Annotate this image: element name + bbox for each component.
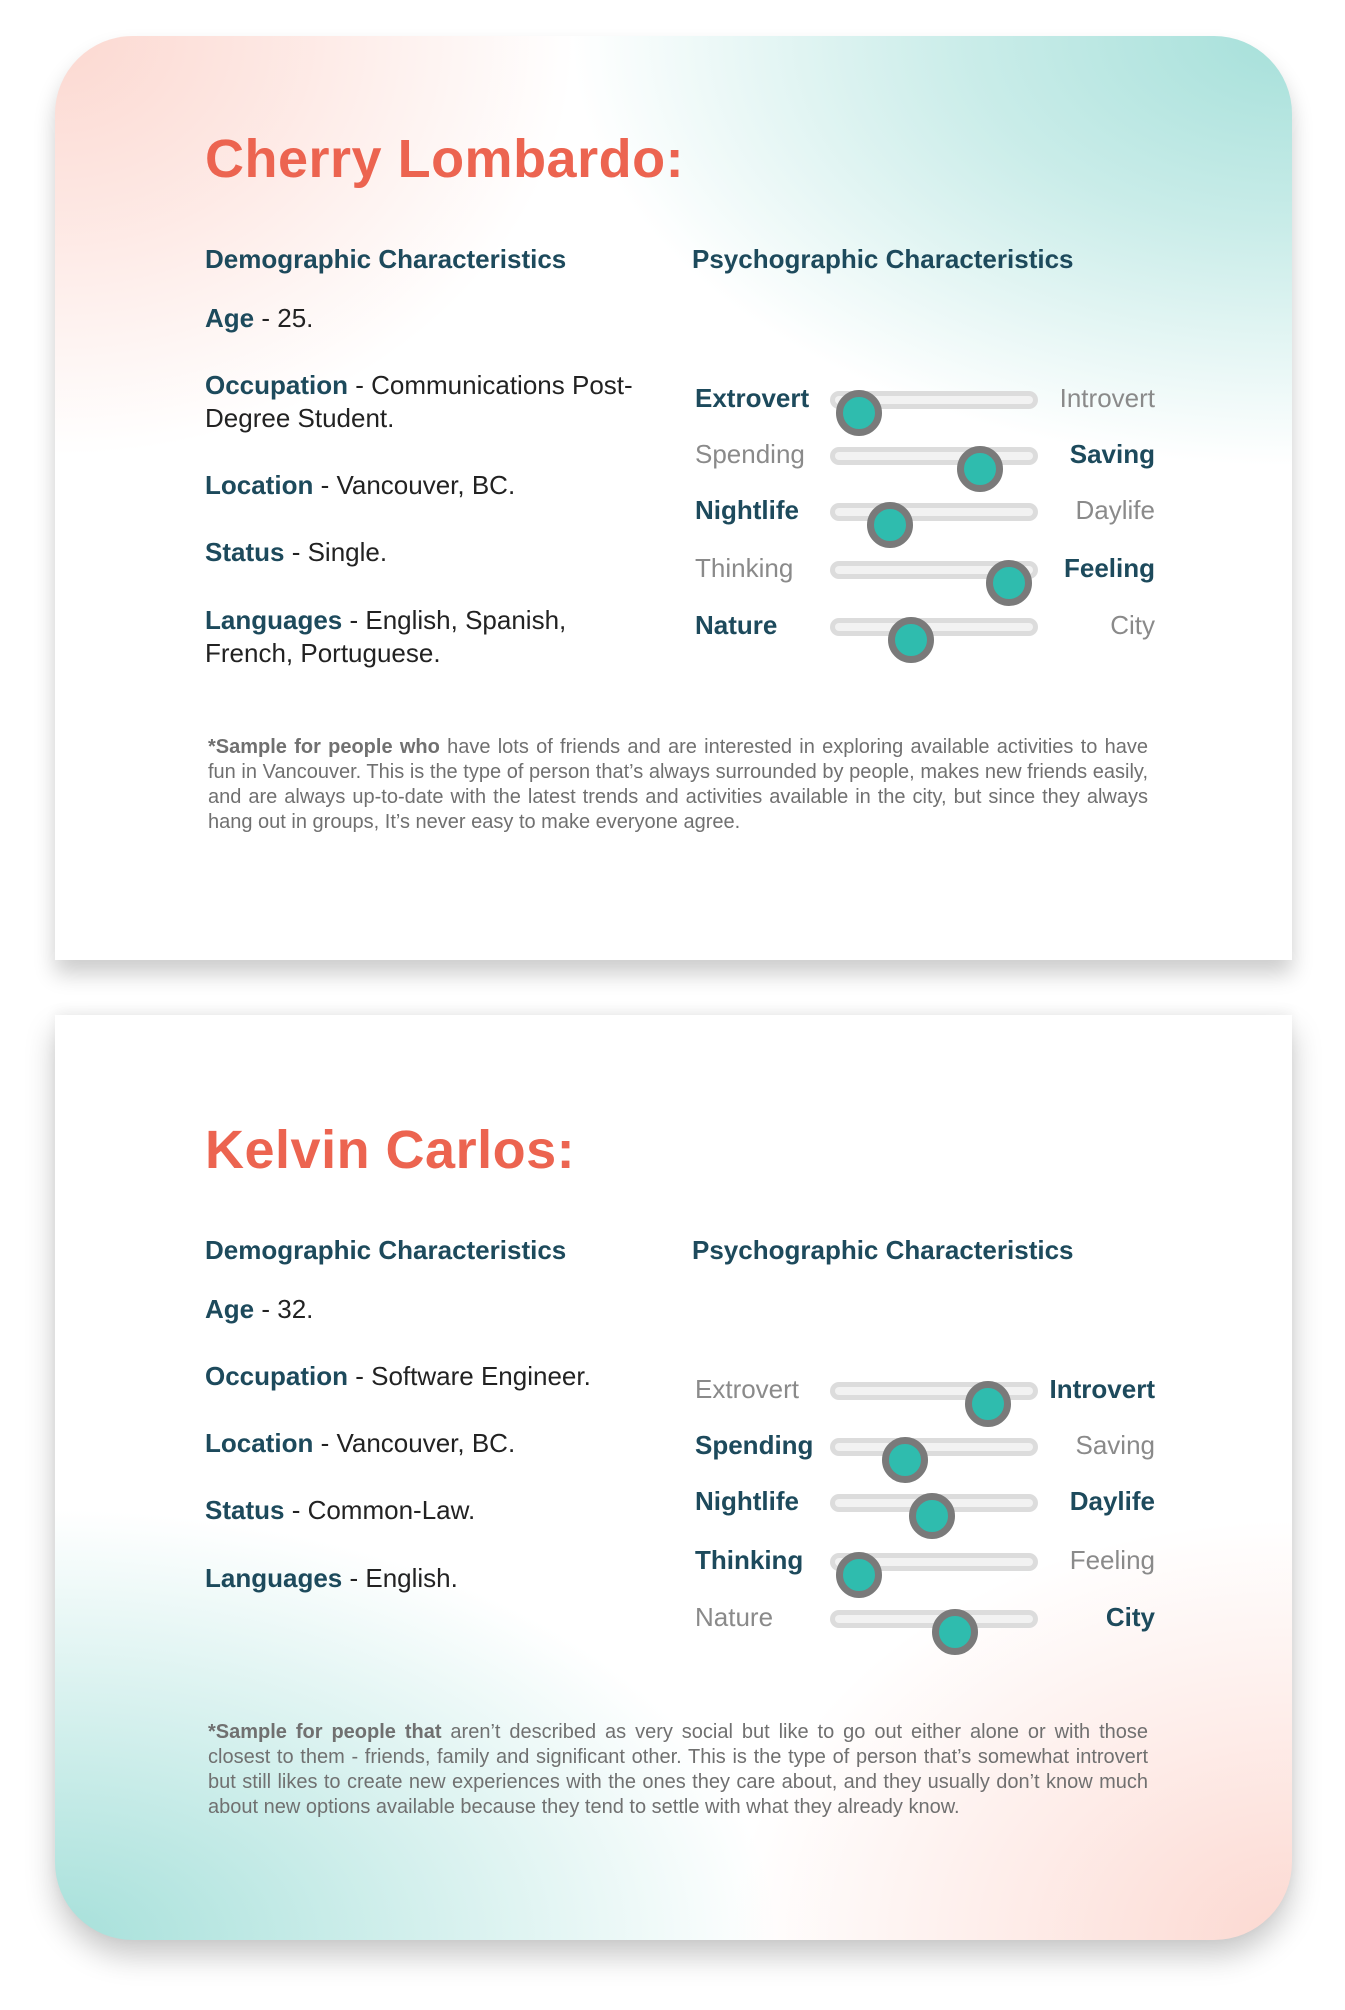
slider-nightlife-daylife: [695, 490, 1155, 530]
slider-right-label: Feeling: [1063, 553, 1155, 583]
slider-knob: [957, 446, 1003, 492]
slider-track: [830, 1438, 1038, 1456]
demographic-age: Age - 25.: [205, 303, 314, 333]
slider-left-label: Nature: [695, 1602, 774, 1632]
slider-knob: [909, 1493, 955, 1539]
slider-spending-saving: [695, 1425, 1155, 1465]
slider-track: [830, 1382, 1038, 1400]
slider-extrovert-introvert: [695, 378, 1155, 418]
slider-knob: [836, 390, 882, 436]
demographic-heading: Demographic Characteristics: [205, 1235, 567, 1265]
demographic-heading: Demographic Characteristics: [205, 244, 567, 274]
demographic-location: Location - Vancouver, BC.: [205, 1428, 516, 1458]
slider-track: [830, 1494, 1038, 1512]
slider-nature-city: [695, 605, 1155, 645]
slider-right-label: City: [1110, 610, 1155, 640]
psychographic-heading: Psychographic Characteristics: [692, 244, 1074, 274]
slider-right-label: City: [1105, 1602, 1155, 1632]
slider-left-label: Thinking: [695, 553, 794, 583]
demographic-age: Age - 32.: [205, 1294, 314, 1324]
slider-knob: [836, 1552, 882, 1598]
demographic-occupation: Occupation - Communications Post-Degree Student.: [205, 370, 633, 433]
persona-note: *Sample for people that aren’t described as very social but like to go out either alone or with those closest to them - friends, family and significant other. This is the type of person that’s somewhat introvert but still likes to create new experiences with the ones they care about, and they usually don’t know much about new options available because they tend to settle with what they already know.: [208, 1721, 1149, 1818]
slider-track: [830, 447, 1038, 465]
slider-extrovert-introvert: [695, 1369, 1155, 1409]
slider-right-label: Daylife: [1069, 1486, 1155, 1516]
slider-track: [830, 1553, 1038, 1571]
slider-spending-saving: [695, 434, 1155, 474]
slider-right-label: Daylife: [1075, 495, 1155, 525]
psychographic-heading: Psychographic Characteristics: [692, 1235, 1074, 1265]
persona-name: Kelvin Carlos:: [205, 1120, 576, 1180]
slider-track: [830, 503, 1038, 521]
demographic-languages: Languages - English.: [205, 1563, 458, 1593]
slider-right-label: Saving: [1069, 439, 1155, 469]
persona-note: *Sample for people who have lots of friends and are interested in exploring available activities to have fun in Vancouver. This is the type of person that’s always surrounded by people, makes new friends easily, and are always up-to-date with the latest trends and activities available in the city, but since they always hang out in groups, It’s never easy to make everyone agree.: [208, 736, 1148, 833]
slider-knob: [965, 1381, 1011, 1427]
slider-track: [830, 391, 1038, 409]
slider-nature-city: [695, 1597, 1155, 1637]
slider-left-label: Extrovert: [695, 383, 810, 413]
slider-left-label: Spending: [695, 1430, 814, 1460]
demographic-languages: Languages - English, Spanish, French, Portuguese.: [205, 605, 567, 668]
persona-name: Cherry Lombardo:: [205, 129, 685, 189]
slider-knob: [986, 560, 1032, 606]
slider-left-label: Extrovert: [695, 1374, 800, 1404]
slider-left-label: Nightlife: [695, 1486, 799, 1516]
slider-knob: [932, 1609, 978, 1655]
demographic-status: Status - Single.: [205, 537, 388, 567]
demographic-status: Status - Common-Law.: [205, 1495, 476, 1525]
slider-knob: [888, 617, 934, 663]
slider-left-label: Nightlife: [695, 495, 799, 525]
slider-track: [830, 1610, 1038, 1628]
slider-right-label: Feeling: [1069, 1545, 1155, 1575]
slider-knob: [867, 502, 913, 548]
slider-thinking-feeling: [695, 548, 1155, 588]
slider-knob: [882, 1437, 928, 1483]
slider-thinking-feeling: [695, 1540, 1155, 1580]
slider-nightlife-daylife: [695, 1481, 1155, 1521]
slider-right-label: Saving: [1075, 1430, 1155, 1460]
persona-card-kelvin: [55, 1015, 1292, 1940]
slider-right-label: Introvert: [1059, 383, 1155, 413]
demographic-location: Location - Vancouver, BC.: [205, 470, 516, 500]
persona-card-cherry: [55, 36, 1292, 960]
slider-left-label: Nature: [695, 610, 778, 640]
slider-track: [830, 561, 1038, 579]
slider-left-label: Thinking: [695, 1545, 804, 1575]
slider-left-label: Spending: [695, 439, 805, 469]
slider-right-label: Introvert: [1049, 1374, 1155, 1404]
slider-track: [830, 618, 1038, 636]
demographic-occupation: Occupation - Software Engineer.: [205, 1361, 591, 1391]
